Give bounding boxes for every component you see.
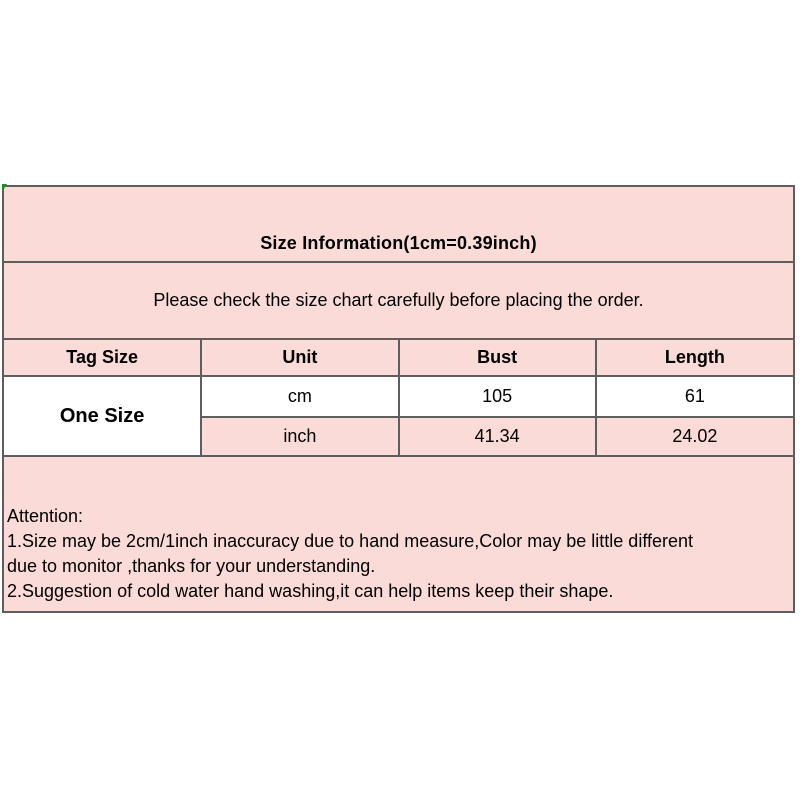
length-inch: 24.02 [596,417,793,455]
bust-cm: 105 [399,376,596,417]
unit-inch: inch [201,417,398,455]
attention-section [4,455,793,611]
column-header-unit: Unit [201,340,398,376]
unit-cm: cm [201,376,398,417]
attention-line: 1.Size may be 2cm/1inch inaccuracy due to hand measure,Color may be little different [7,531,694,551]
length-cm: 61 [596,376,793,417]
attention-line: 2.Suggestion of cold water hand washing,it can help items keep their shape. [7,581,614,601]
size-info-title: Size Information(1cm=0.39inch) [4,187,793,263]
bust-inch: 41.34 [399,417,596,455]
size-info-sheet [2,185,795,613]
attention-heading: Attention: [7,506,84,526]
tag-size-value: One Size [4,376,201,455]
size-table-header-row [4,340,793,376]
column-header-bust: Bust [399,340,596,376]
table-row [4,376,793,417]
attention-line: due to monitor ,thanks for your understanding. [7,556,376,576]
size-table [4,340,793,455]
column-header-length: Length [596,340,793,376]
size-chart-notice: Please check the size chart carefully before placing the order. [4,263,793,340]
column-header-tag-size: Tag Size [4,340,201,376]
